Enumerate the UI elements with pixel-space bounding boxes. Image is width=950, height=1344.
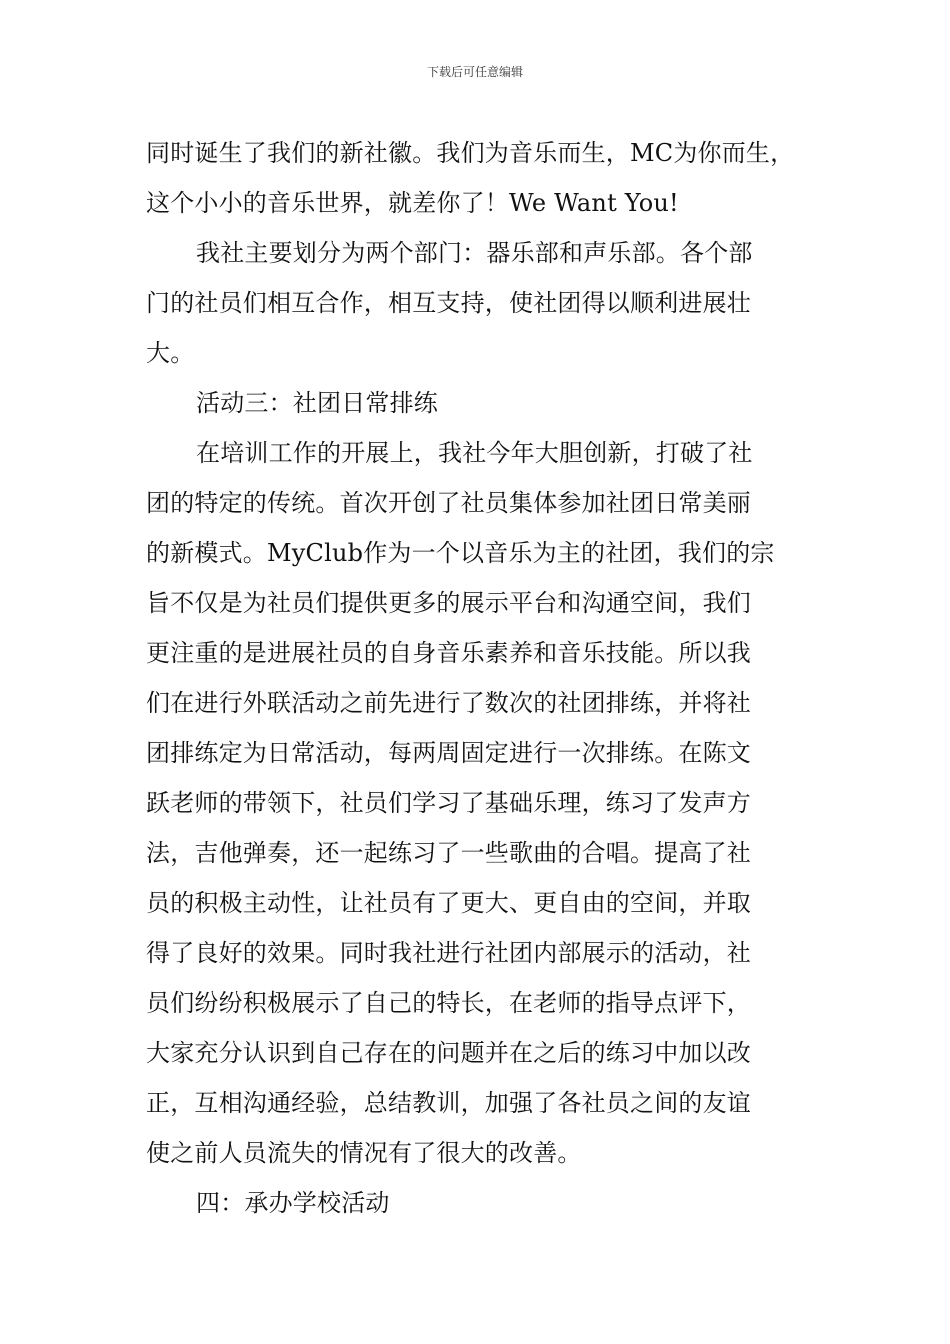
document-body	[146, 128, 810, 1228]
text-line: 活动三：社团日常排练	[196, 389, 438, 417]
text-line: 们在进行外联活动之前先进行了数次的社团排练，并将社	[146, 689, 751, 717]
text-line: 更注重的是进展社员的自身音乐素养和音乐技能。所以我	[146, 639, 751, 667]
text-line: 大。	[146, 339, 195, 367]
text-line: 得了良好的效果。同时我社进行社团内部展示的活动，社	[146, 939, 751, 967]
text-line: 大家充分认识到自己存在的问题并在之后的练习中加以改	[146, 1039, 751, 1067]
text-line: 团排练定为日常活动，每两周固定进行一次排练。在陈文	[146, 739, 751, 767]
text-line: 的新模式。MyClub作为一个以音乐为主的社团，我们的宗	[146, 539, 775, 567]
text-line: 门的社员们相互合作，相互支持，使社团得以顺利进展壮	[146, 289, 751, 317]
text-line: 正，互相沟通经验，总结教训，加强了各社员之间的友谊	[146, 1089, 751, 1117]
text-line: 团的特定的传统。首次开创了社员集体参加社团日常美丽	[146, 489, 751, 517]
text-line: 员们纷纷积极展示了自己的特长，在老师的指导点评下，	[146, 989, 751, 1017]
text-line: 在培训工作的开展上，我社今年大胆创新，打破了社	[196, 439, 753, 467]
text-line: 使之前人员流失的情况有了很大的改善。	[146, 1139, 582, 1167]
text-line: 四：承办学校活动	[196, 1189, 390, 1217]
text-line: 同时诞生了我们的新社徽。我们为音乐而生，MC为你而生，	[146, 139, 795, 167]
text-line: 跃老师的带领下，社员们学习了基础乐理，练习了发声方	[146, 789, 751, 817]
page-header: 下载后可任意编辑	[426, 65, 523, 79]
text-line: 旨不仅是为社员们提供更多的展示平台和沟通空间，我们	[146, 589, 751, 617]
text-line: 我社主要划分为两个部门：器乐部和声乐部。各个部	[196, 239, 753, 267]
text-line: 法，吉他弹奏，还一起练习了一些歌曲的合唱。提高了社	[146, 839, 751, 867]
text-line: 这个小小的音乐世界，就差你了！We Want You!	[146, 189, 679, 217]
text-line: 员的积极主动性，让社员有了更大、更自由的空间，并取	[146, 889, 751, 917]
